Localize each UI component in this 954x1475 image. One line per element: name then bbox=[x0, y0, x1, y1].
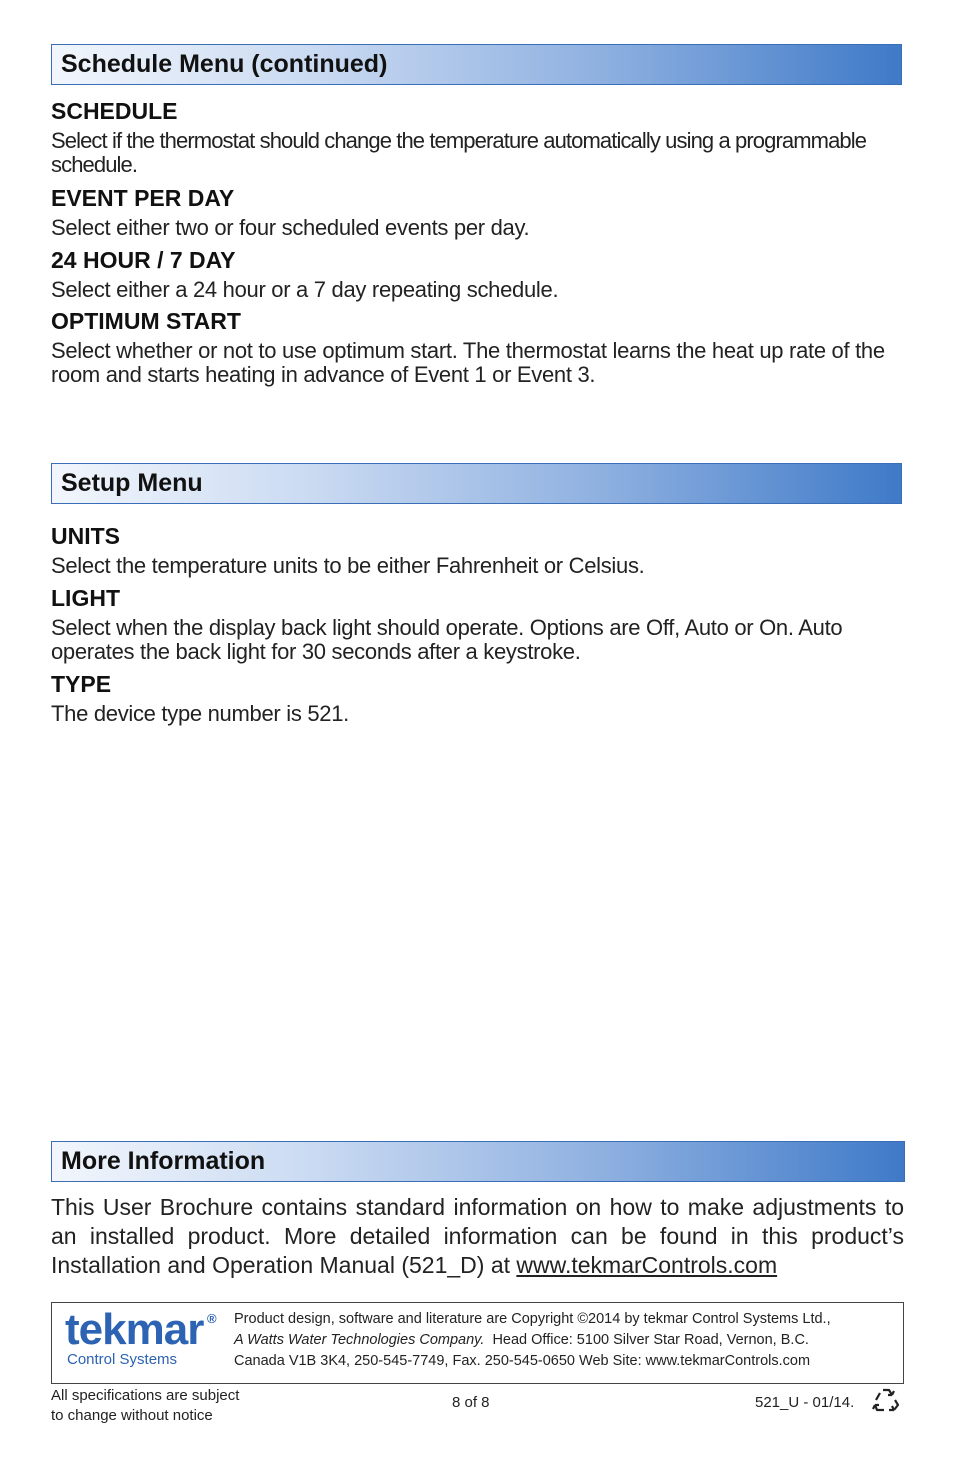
setup-item-light bbox=[51, 584, 905, 664]
logo-brand: tekmar bbox=[65, 1305, 204, 1354]
item-heading: EVENT PER DAY bbox=[51, 185, 235, 211]
company-name: A Watts Water Technologies Company. bbox=[234, 1332, 485, 1348]
page-number: 8 of 8 bbox=[452, 1394, 490, 1411]
item-text: Select either two or four scheduled events per day. bbox=[51, 215, 530, 240]
item-heading: 24 HOUR / 7 DAY bbox=[51, 247, 236, 273]
item-heading: SCHEDULE bbox=[51, 98, 178, 124]
logo-subtitle: Control Systems bbox=[67, 1351, 178, 1368]
disclaimer-line-1: All specifications are subject bbox=[51, 1387, 240, 1404]
item-text: The device type number is 521. bbox=[51, 701, 349, 726]
copyright-line-3: Canada V1B 3K4, 250-545-7749, Fax. 250-545-0650 Web Site: www.tekmarControls.com bbox=[234, 1353, 811, 1369]
more-information-text bbox=[51, 1193, 904, 1280]
item-heading: LIGHT bbox=[51, 585, 120, 611]
item-heading: UNITS bbox=[51, 523, 120, 549]
website-link[interactable]: www.tekmarControls.com bbox=[516, 1252, 778, 1278]
registered-mark: ® bbox=[207, 1311, 217, 1326]
section-title: Schedule Menu (continued) bbox=[61, 50, 388, 78]
info-body: This User Brochure contains standard information on how to make adjustments to an installed product. More detailed information can be found in this product’s Installation and Operation Manual (521_D) at bbox=[51, 1194, 904, 1278]
schedule-menu-header bbox=[51, 44, 902, 85]
tekmar-logo bbox=[65, 1305, 225, 1371]
setup-item-units bbox=[51, 522, 905, 578]
item-text: Select either a 24 hour or a 7 day repeating schedule. bbox=[51, 277, 559, 302]
copyright-line-2 bbox=[234, 1330, 831, 1351]
item-text: Select whether or not to use optimum start. The thermostat learns the heat up rate of the room and starts heating in advance of Event 1 or Event 3. bbox=[51, 338, 885, 387]
section-title: More Information bbox=[61, 1147, 266, 1175]
item-heading: TYPE bbox=[51, 671, 112, 697]
schedule-item-optimum-start bbox=[51, 307, 905, 387]
schedule-item-24hour-7day bbox=[51, 246, 905, 302]
disclaimer-line-2: to change without notice bbox=[51, 1407, 213, 1424]
schedule-item-event-per-day bbox=[51, 184, 905, 240]
section-title: Setup Menu bbox=[61, 469, 203, 497]
more-information-header bbox=[51, 1141, 905, 1182]
setup-menu-header bbox=[51, 463, 902, 504]
schedule-item-schedule bbox=[51, 97, 905, 177]
recycle-icon bbox=[872, 1386, 900, 1414]
copyright-line-1: Product design, software and literature are Copyright ©2014 by tekmar Control Systems Ltd., bbox=[234, 1311, 831, 1327]
item-text: Select the temperature units to be either Fahrenheit or Celsius. bbox=[51, 553, 645, 578]
copyright-box bbox=[51, 1302, 904, 1384]
disclaimer bbox=[51, 1386, 239, 1426]
document-code: 521_U - 01/14. bbox=[755, 1394, 855, 1411]
setup-item-type bbox=[51, 670, 905, 726]
item-text: Select if the thermostat should change the temperature automatically using a programmable schedule. bbox=[51, 128, 867, 177]
copyright-text bbox=[234, 1309, 831, 1372]
item-text: Select when the display back light should operate. Options are Off, Auto or On. Auto operates the back light for 30 seconds after a keystroke. bbox=[51, 615, 843, 664]
item-heading: OPTIMUM START bbox=[51, 308, 241, 334]
head-office: Head Office: 5100 Silver Star Road, Vernon, B.C. bbox=[492, 1332, 809, 1348]
